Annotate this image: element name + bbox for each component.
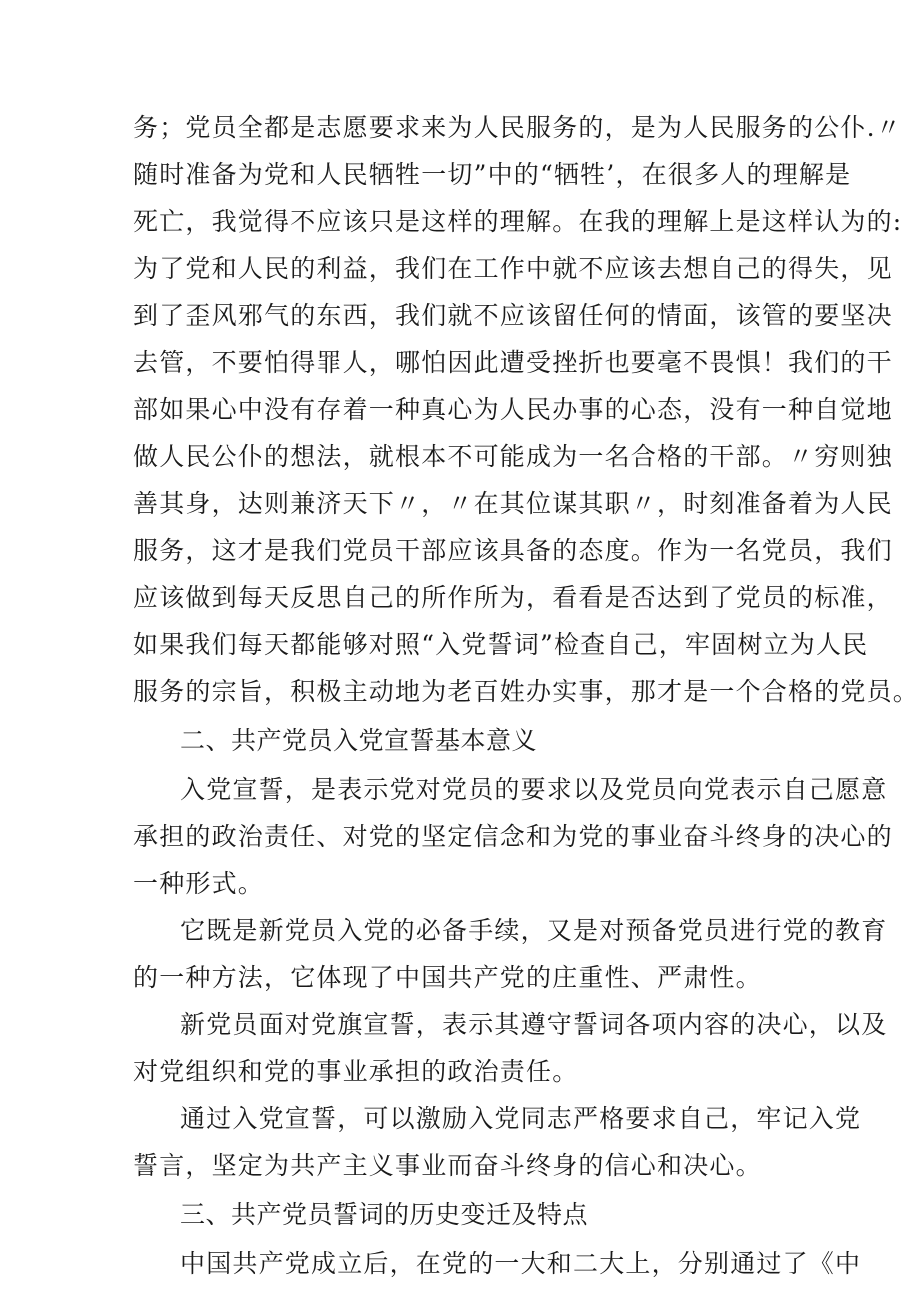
para2-2-line-2: 的一种方法，它体现了中国共产党的庄重性、严肃性。 <box>133 963 762 992</box>
body-line-7: 部如果心中没有存着一种真心为人民办事的心态，没有一种自觉地 <box>133 395 893 424</box>
section-heading-3: 三、共产党员誓词的历史变迁及特点 <box>180 1200 589 1229</box>
body-line-12: 如果我们每天都能够对照“入党誓词”检查自己，牢固树立为人民 <box>133 630 869 659</box>
body-line-3: 死亡，我觉得不应该只是这样的理解。在我的理解上是这样认为的: <box>133 207 903 236</box>
body-line-6: 去管，不要怕得罪人，哪怕因此遭受挫折也要毫不畏惧！我们的干 <box>133 348 893 377</box>
para2-4-line-1: 通过入党宣誓，可以激励入党同志严格要求自己，牢记入党 <box>180 1104 862 1133</box>
body-line-8: 做人民公仆的想法，就根本不可能成为一名合格的干部。〃穷则独 <box>133 442 893 471</box>
body-line-1: 务；党员全都是志愿要求来为人民服务的，是为人民服务的公仆.〃 <box>133 113 902 142</box>
body-line-10: 服务，这才是我们党员干部应该具备的态度。作为一名党员，我们 <box>133 536 893 565</box>
body-line-5: 到了歪风邪气的东西，我们就不应该留任何的情面，该管的要坚决 <box>133 301 893 330</box>
para3-1-line-1: 中国共产党成立后，在党的一大和二大上，分别通过了《中 <box>180 1249 862 1278</box>
body-line-4: 为了党和人民的利益，我们在工作中就不应该去想自己的得失，见 <box>133 254 893 283</box>
body-line-2: 随时准备为党和人民牺牲一切”中的“牺牲’，在很多人的理解是 <box>133 160 852 189</box>
para2-1-line-2: 承担的政治责任、对党的坚定信念和为党的事业奋斗终身的决心的 <box>133 822 893 851</box>
body-line-11: 应该做到每天反思自己的所作所为，看看是否达到了党员的标准， <box>133 583 893 612</box>
section-heading-2: 二、共产党员入党宣誓基本意义 <box>180 726 538 755</box>
para2-4-line-2: 誓言，坚定为共产主义事业而奋斗终身的信心和决心。 <box>133 1151 762 1180</box>
para2-1-line-3: 一种形式。 <box>133 869 265 898</box>
body-line-9: 善其身，达则兼济天下〃，〃在其位谋其职〃，时刻准备着为人民 <box>133 489 893 518</box>
para2-3-line-1: 新党员面对党旗宣誓，表示其遵守誓词各项内容的决心，以及 <box>180 1010 888 1039</box>
para2-1-line-1: 入党宣誓，是表示党对党员的要求以及党员向党表示自己愿意 <box>180 775 888 804</box>
para2-3-line-2: 对党组织和党的事业承担的政治责任。 <box>133 1057 579 1086</box>
body-line-13: 服务的宗旨，积极主动地为老百姓办实事，那才是一个合格的党员。 <box>133 677 920 706</box>
para2-2-line-1: 它既是新党员入党的必备手续，又是对预备党员进行党的教育 <box>180 916 888 945</box>
